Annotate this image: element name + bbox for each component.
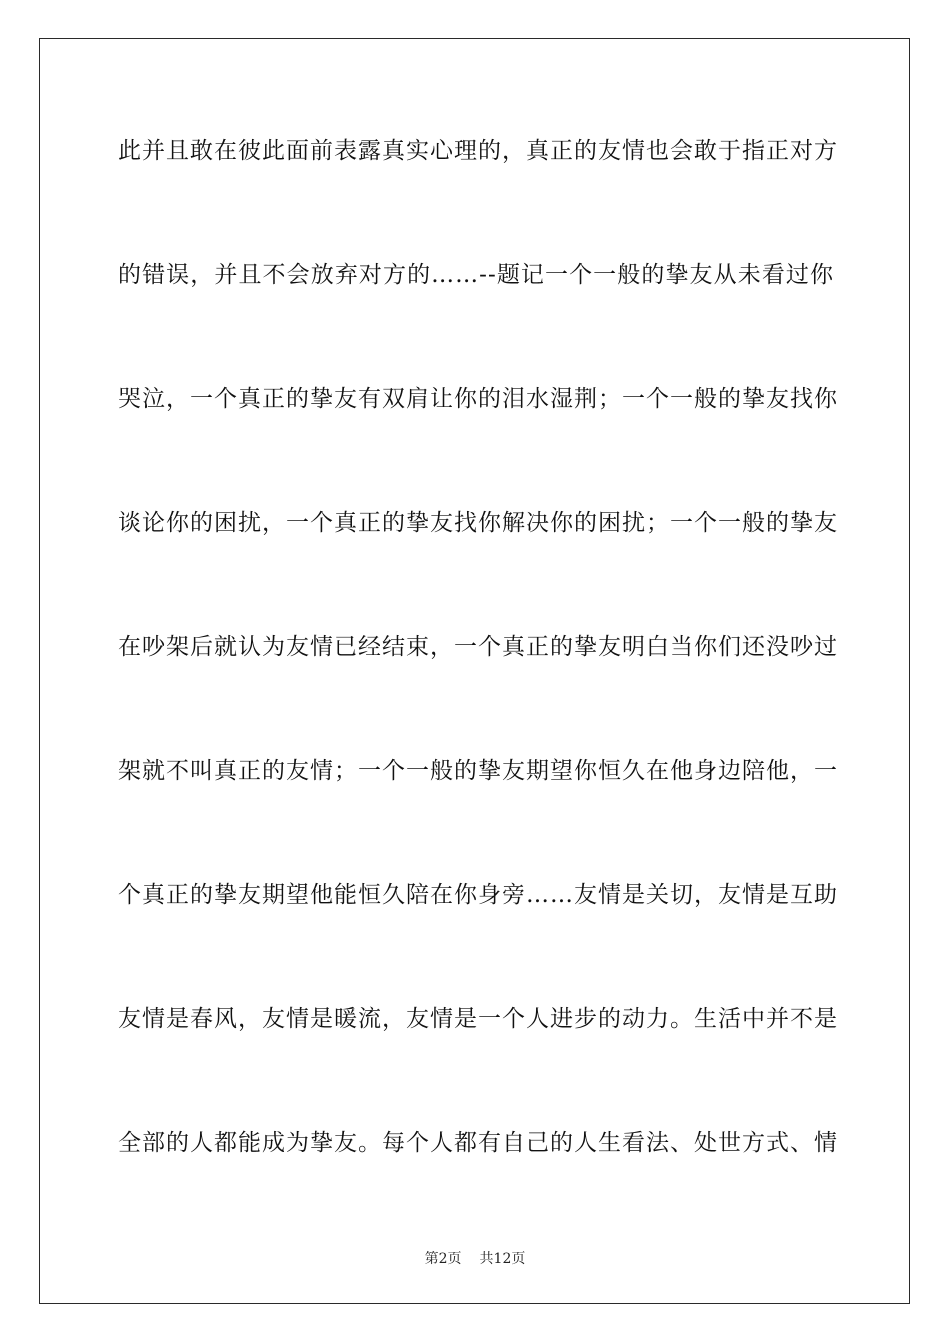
text-line-3: 哭泣，一个真正的挚友有双肩让你的泪水湿荆；一个一般的挚友找你 xyxy=(118,386,838,412)
body-text xyxy=(118,126,838,1242)
text-line-8: 友情是春风，友情是暖流，友情是一个人进步的动力。生活中并不是 xyxy=(118,1006,838,1032)
text-line-7: 个真正的挚友期望他能恒久陪在你身旁……友情是关切，友情是互助 xyxy=(118,882,838,908)
text-line-5: 在吵架后就认为友情已经结束，一个真正的挚友明白当你们还没吵过 xyxy=(118,634,838,660)
text-line-1: 此并且敢在彼此面前表露真实心理的，真正的友情也会敢于指正对方 xyxy=(118,138,838,164)
total-page-count: 共12页 xyxy=(479,1251,526,1267)
text-line-2: 的错误，并且不会放弃对方的……--题记一个一般的挚友从未看过你 xyxy=(118,262,834,288)
text-line-4: 谈论你的困扰，一个真正的挚友找你解决你的困扰；一个一般的挚友 xyxy=(118,510,838,536)
current-page-number: 第2页 xyxy=(424,1251,462,1267)
text-line-6: 架就不叫真正的友情；一个一般的挚友期望你恒久在他身边陪他，一 xyxy=(118,758,838,784)
text-line-9: 全部的人都能成为挚友。每个人都有自己的人生看法、处世方式、情 xyxy=(118,1130,838,1156)
page-footer xyxy=(0,1248,950,1268)
